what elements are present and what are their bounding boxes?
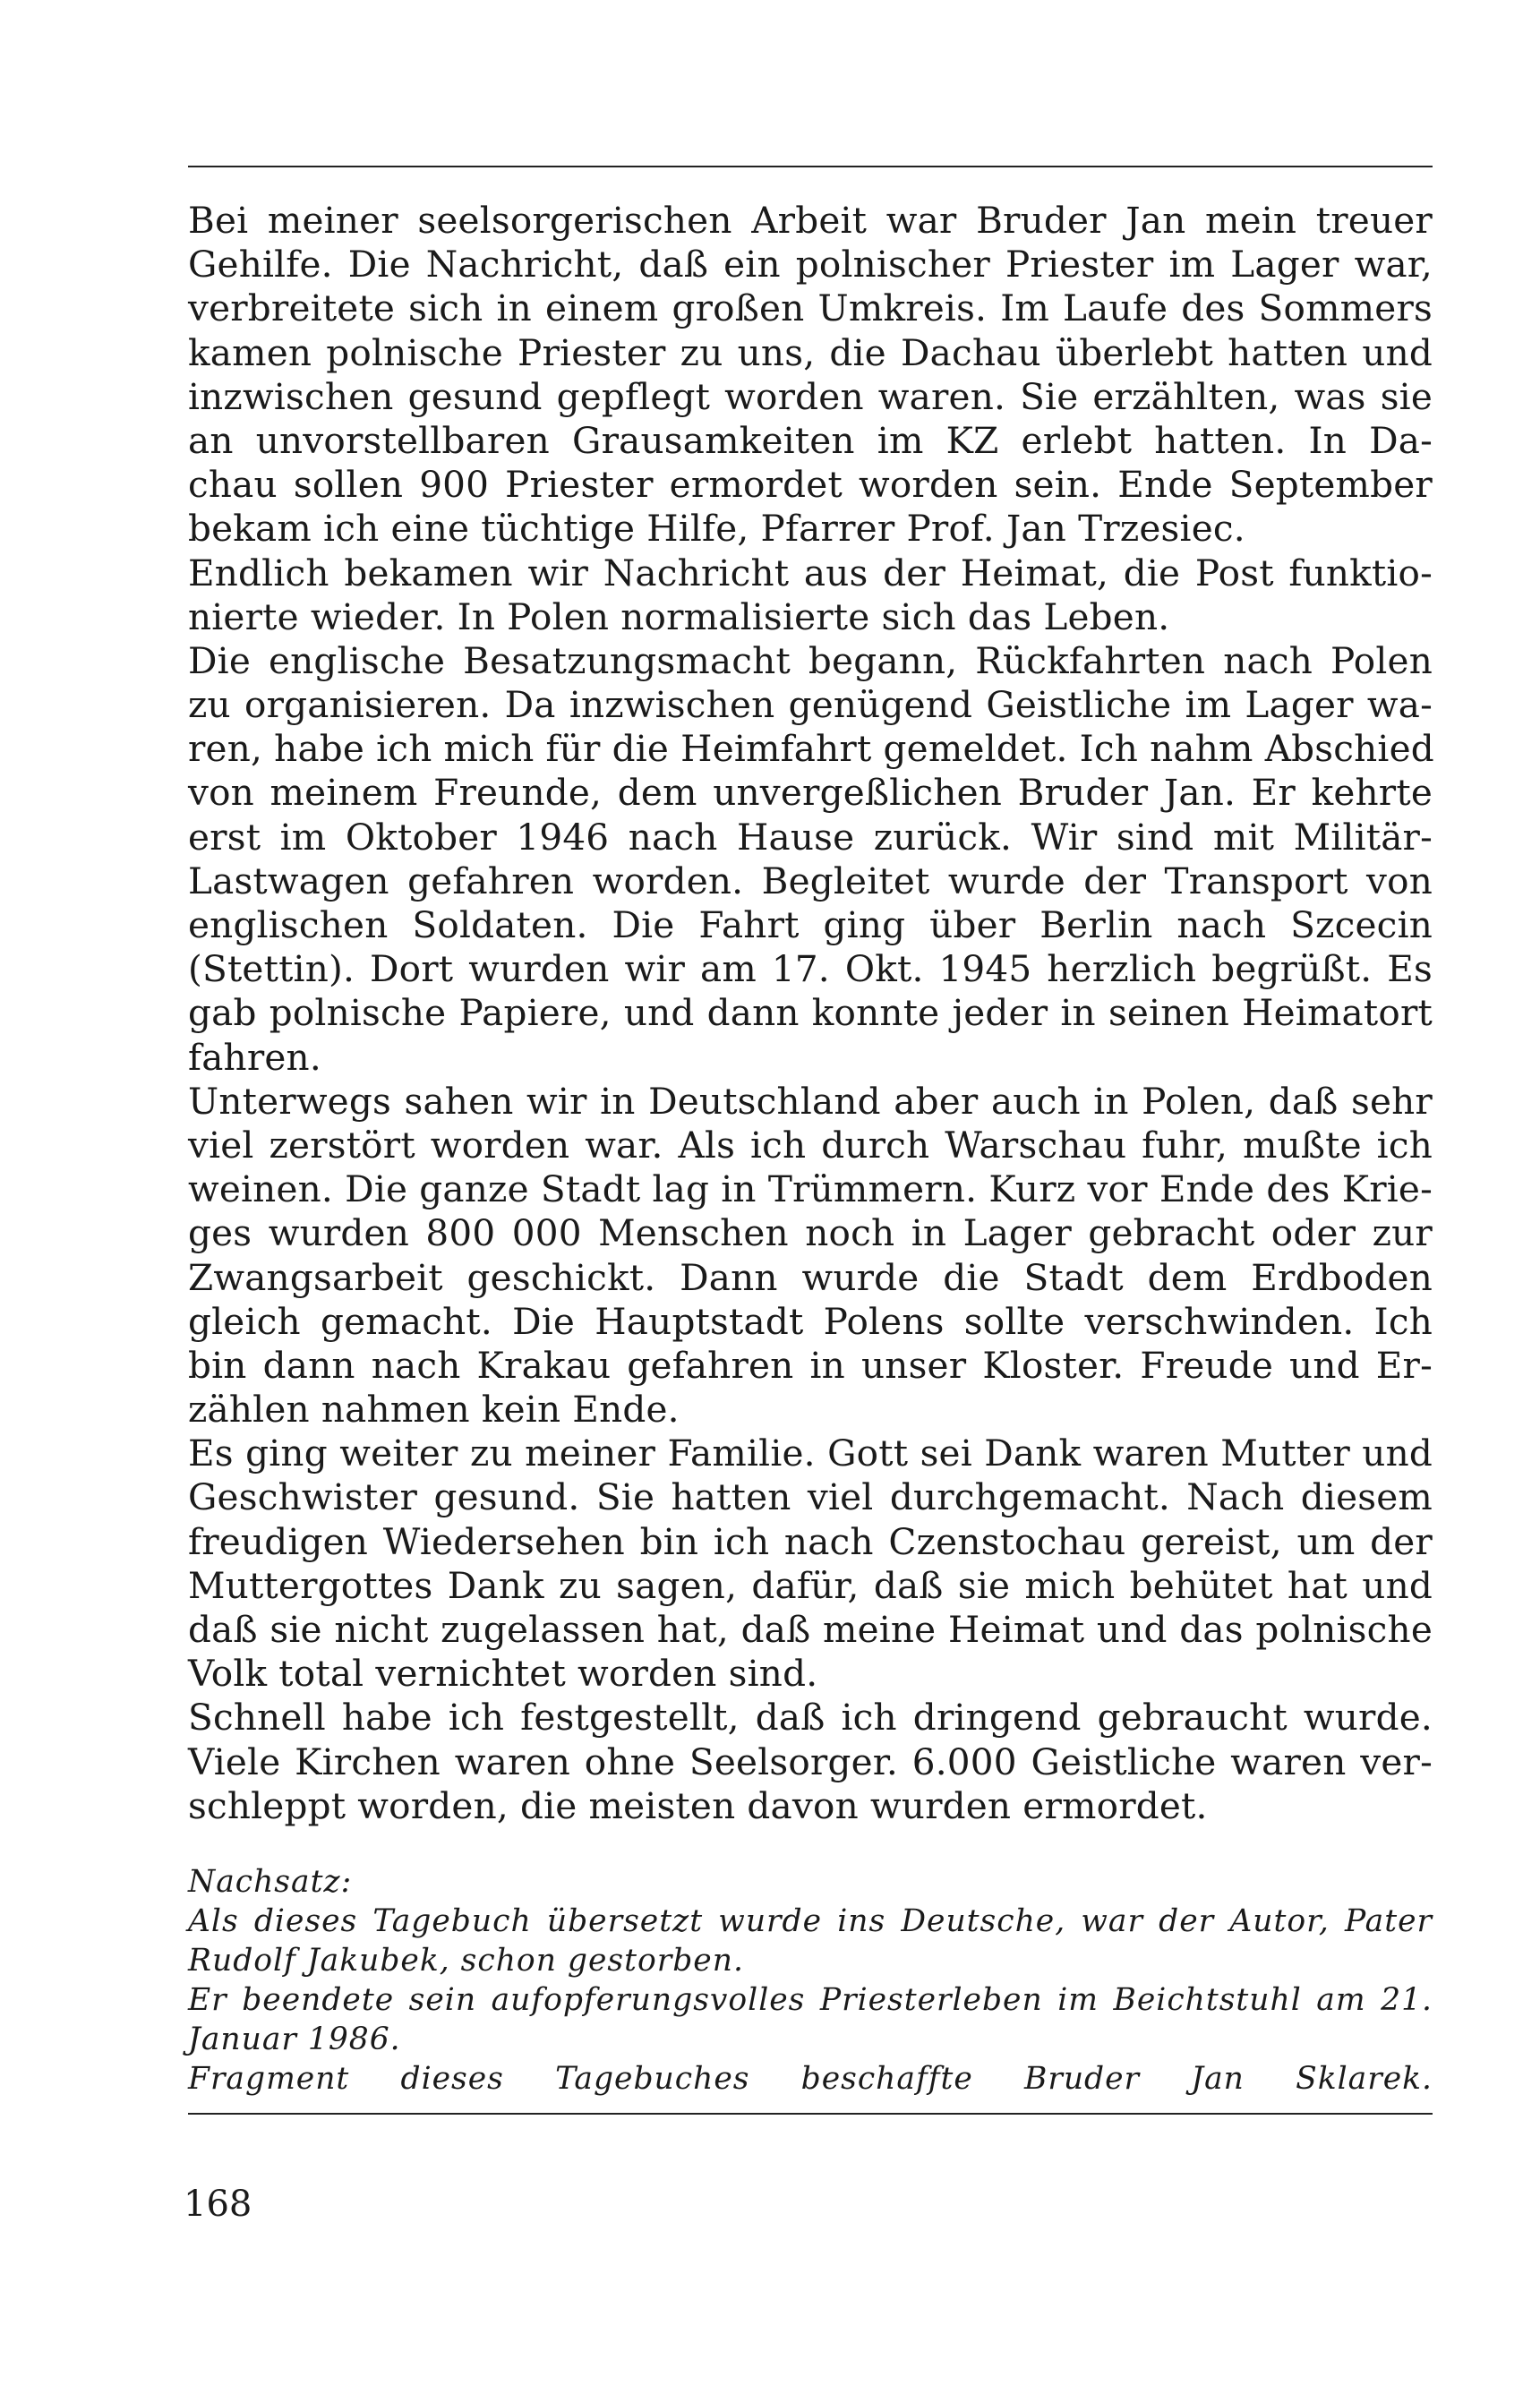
body-line: ges wurden 800 000 Menschen noch in Lager gebracht oder zur [188, 1211, 1433, 1255]
body-line: an unvorstellbaren Grausamkeiten im KZ erlebt hatten. In Da- [188, 418, 1433, 462]
body-line: Endlich bekamen wir Nachricht aus der Heimat, die Post funktio- [188, 551, 1433, 594]
body-line: zu organisieren. Da inzwischen genügend Geistliche im Lager wa- [188, 683, 1433, 727]
body-line: erst im Oktober 1946 nach Hause zurück. Wir sind mit Militär- [188, 815, 1433, 859]
body-line: freudigen Wiedersehen bin ich nach Czenstochau gereist, um der [188, 1519, 1433, 1563]
top-rule [188, 166, 1433, 167]
body-line: (Stettin). Dort wurden wir am 17. Okt. 1945 herzlich begrüßt. Es [188, 947, 1433, 991]
bottom-rule [188, 2113, 1433, 2115]
body-line: Die englische Besatzungsmacht begann, Rückfahrten nach Polen [188, 638, 1433, 682]
body-line: kamen polnische Priester zu uns, die Dachau überlebt hatten und [188, 330, 1433, 374]
body-line: fahren. [188, 1035, 321, 1079]
body-line: ren, habe ich mich für die Heimfahrt gemeldet. Ich nahm Abschied [188, 727, 1434, 771]
postscript-heading: Nachsatz: [188, 1864, 353, 1900]
body-line: viel zerstört worden war. Als ich durch Warschau fuhr, mußte ich [188, 1123, 1433, 1167]
body-line: bekam ich eine tüchtige Hilfe, Pfarrer Prof. Jan Trzesiec. [188, 507, 1245, 551]
body-line: weinen. Die ganze Stadt lag in Trümmern. Kurz vor Ende des Krie- [188, 1167, 1433, 1211]
body-line: Geschwister gesund. Sie hatten viel durchgemacht. Nach diesem [188, 1475, 1433, 1519]
body-line: schleppt worden, die meisten davon wurden ermordet. [188, 1783, 1208, 1827]
postscript-line: Rudolf Jakubek, schon gestorben. [188, 1943, 744, 1979]
postscript-line: Er beendete sein aufopferungsvolles Priesterleben im Beichtstuhl am 21. [188, 1982, 1433, 2018]
postscript-line: Als dieses Tagebuch übersetzt wurde ins Deutsche, war der Autor, Pater [188, 1903, 1433, 1939]
body-line: inzwischen gesund gepflegt worden waren. Sie erzählten, was sie [188, 374, 1433, 418]
body-line: Gehilfe. Die Nachricht, daß ein polnischer Priester im Lager war, [188, 243, 1433, 286]
body-line: Lastwagen gefahren worden. Begleitet wurde der Transport von [188, 859, 1433, 902]
body-line: Volk total vernichtet worden sind. [188, 1652, 818, 1696]
body-line: zählen nahmen kein Ende. [188, 1388, 680, 1432]
postscript-line: Fragment dieses Tagebuches beschaffte Bruder Jan Sklarek. [188, 2061, 1433, 2097]
body-line: daß sie nicht zugelassen hat, daß meine Heimat und das polnische [188, 1608, 1433, 1651]
body-line: Es ging weiter zu meiner Familie. Gott sei Dank waren Mutter und [188, 1432, 1433, 1475]
postscript-line: Januar 1986. [188, 2022, 401, 2057]
body-line: von meinem Freunde, dem unvergeßlichen Bruder Jan. Er kehrte [188, 771, 1433, 815]
body-line: bin dann nach Krakau gefahren in unser Kloster. Freude und Er- [188, 1343, 1433, 1387]
body-line: chau sollen 900 Priester ermordet worden sein. Ende September [188, 463, 1433, 507]
body-line: Bei meiner seelsorgerischen Arbeit war Bruder Jan mein treuer [188, 199, 1433, 242]
body-line: Viele Kirchen waren ohne Seelsorger. 6.000 Geistliche waren ver- [188, 1740, 1433, 1783]
body-line: nierte wieder. In Polen normalisierte sich das Leben. [188, 594, 1170, 638]
body-line: verbreitete sich in einem großen Umkreis. Im Laufe des Sommers [188, 286, 1433, 330]
body-line: gab polnische Papiere, und dann konnte jeder in seinen Heimatort [188, 991, 1433, 1035]
body-line: Muttergottes Dank zu sagen, dafür, daß sie mich behütet hat und [188, 1563, 1433, 1607]
body-line: englischen Soldaten. Die Fahrt ging über Berlin nach Szcecin [188, 903, 1433, 946]
body-line: Schnell habe ich festgestellt, daß ich dringend gebraucht wurde. [188, 1696, 1433, 1740]
body-text [188, 199, 1433, 1828]
page-number: 168 [184, 2184, 252, 2225]
body-line: gleich gemacht. Die Hauptstadt Polens sollte verschwinden. Ich [188, 1299, 1433, 1343]
postscript [188, 1862, 1433, 2099]
body-line: Unterwegs sahen wir in Deutschland aber auch in Polen, daß sehr [188, 1079, 1433, 1123]
body-line: Zwangsarbeit geschickt. Dann wurde die Stadt dem Erdboden [188, 1255, 1433, 1299]
